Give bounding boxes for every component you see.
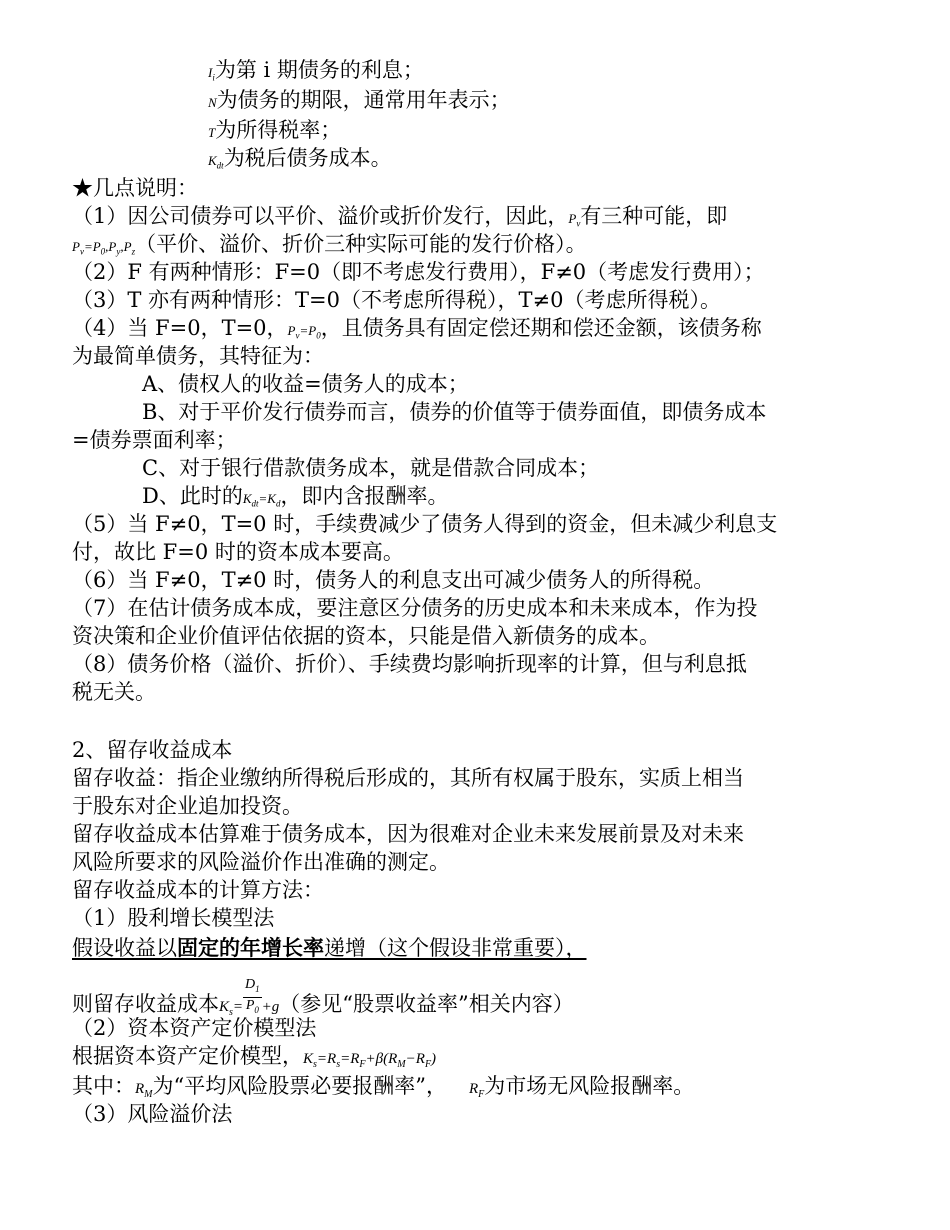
- def-term: [208, 87, 950, 116]
- math-i: $I_i$: [208, 65, 215, 83]
- math-prices: $P_v=P_0,P_y,P_z$: [72, 239, 136, 257]
- text: （1）因公司债券可以平价、溢价或折价发行，因此，: [72, 204, 569, 228]
- text: ，即内含报酬率。: [280, 484, 449, 508]
- note-4-cont: 为最简单债务，其特征为：: [72, 344, 324, 368]
- math-rm: $R_M$: [135, 1081, 153, 1100]
- math-capm: $K_s=R_s=R_F+\beta(R_M-R_F)$: [303, 1051, 437, 1070]
- para-2-cont: 风险所要求的风险溢价作出准确的测定。: [72, 850, 450, 874]
- math-rf: $R_F$: [469, 1081, 485, 1100]
- item-b: B、对于平价发行债券而言，债券的价值等于债券面值，即债务成本: [142, 400, 767, 424]
- section-heading: 2、留存收益成本: [72, 738, 233, 762]
- math-ks: $K_s=$: [219, 998, 244, 1018]
- bold-text: 固定的年增长率: [177, 935, 324, 960]
- text: 递增（这个假设非常重要），: [324, 936, 587, 960]
- math-n: N: [208, 95, 217, 110]
- math-t: T: [208, 125, 216, 140]
- note-3: （3）T 亦有两种情形：T=0（不考虑所得税），T≠0（考虑所得税）。: [72, 288, 721, 312]
- note-5: （5）当 F≠0，T=0 时，手续费减少了债务人得到的资金，但未减少利息支: [72, 512, 778, 536]
- def-text: 为债务的期限，通常用年表示；: [216, 88, 511, 112]
- text: 其中：: [72, 1074, 135, 1098]
- math-pv: $P_v$: [568, 211, 581, 229]
- text: ，且债务具有固定偿还期和偿还金额，该债务称: [320, 316, 762, 340]
- para-2: 留存收益成本估算难于债务成本，因为很难对企业未来发展前景及对未来: [72, 822, 744, 846]
- def-tax: [208, 117, 950, 146]
- item-a: A、债权人的收益=债务人的成本；: [142, 372, 469, 396]
- item-c: C、对于银行借款债务成本，就是借款合同成本；: [142, 456, 600, 480]
- para-1-cont: 于股东对企业追加投资。: [72, 794, 303, 818]
- note-6: （6）当 F≠0，T≠0 时，债务人的利息支出可减少债务人的所得税。: [72, 568, 715, 592]
- note-7: （7）在估计债务成本成，要注意区分债务的历史成本和未来成本，作为投: [72, 596, 758, 620]
- def-interest: [208, 57, 950, 91]
- text: 为市场无风险报酬率。: [484, 1074, 695, 1098]
- item-b-cont: =债券票面利率；: [72, 428, 237, 452]
- text: 则留存收益成本: [72, 991, 219, 1016]
- text: D、此时的: [142, 484, 243, 508]
- note-7-cont: 资决策和企业价值评估依据的资本，只能是借入新债务的成本。: [72, 624, 660, 648]
- text: 有三种可能，即: [580, 204, 728, 228]
- def-kdt: [208, 145, 950, 179]
- assumption: [72, 935, 950, 961]
- text: （4）当 F=0，T=0，: [72, 316, 288, 340]
- para-3: 留存收益成本的计算方法：: [72, 878, 324, 902]
- note-8-cont: 税无关。: [72, 680, 156, 704]
- note-5-cont: 付，故比 F=0 时的资本成本要高。: [72, 540, 404, 564]
- note-8: （8）债务价格（溢价、折价）、手续费均影响折现率的计算，但与利息抵: [72, 652, 747, 676]
- para-1: 留存收益：指企业缴纳所得税后形成的，其所有权属于股东，实质上相当: [72, 766, 744, 790]
- text: 根据资本资产定价模型，: [72, 1044, 303, 1068]
- def-text: 为所得税率；: [215, 118, 342, 142]
- text: （参见“股票收益率”相关内容）: [279, 991, 574, 1016]
- method-1: （1）股利增长模型法: [72, 906, 275, 930]
- text: 假设收益以: [72, 936, 177, 960]
- text: 为“平均风险股票必要报酬率”，: [152, 1074, 447, 1098]
- math-pv-p0: $P_v=P_0$: [287, 323, 321, 341]
- def-text: 为税后债务成本。: [223, 146, 392, 170]
- method-2: （2）资本资产定价模型法: [72, 1016, 317, 1040]
- math-fraction: $\frac{D_1}{P_0}$: [245, 977, 260, 1015]
- method-3: （3）风险溢价法: [72, 1102, 233, 1126]
- notes-heading: ★几点说明：: [72, 176, 198, 200]
- text: （平价、溢价、折价三种实际可能的发行价格）。: [135, 232, 587, 256]
- math-plus-g: +g: [261, 998, 280, 1015]
- note-2: （2）F 有两种情形：F=0（即不考虑发行费用），F≠0（考虑发行费用）；: [72, 260, 765, 284]
- math-kdt-kd: $K_{dt}=K_d$: [242, 491, 281, 509]
- math-kdt: $K_{dt}$: [208, 153, 224, 171]
- def-text: 为第 i 期债务的利息；: [214, 58, 424, 82]
